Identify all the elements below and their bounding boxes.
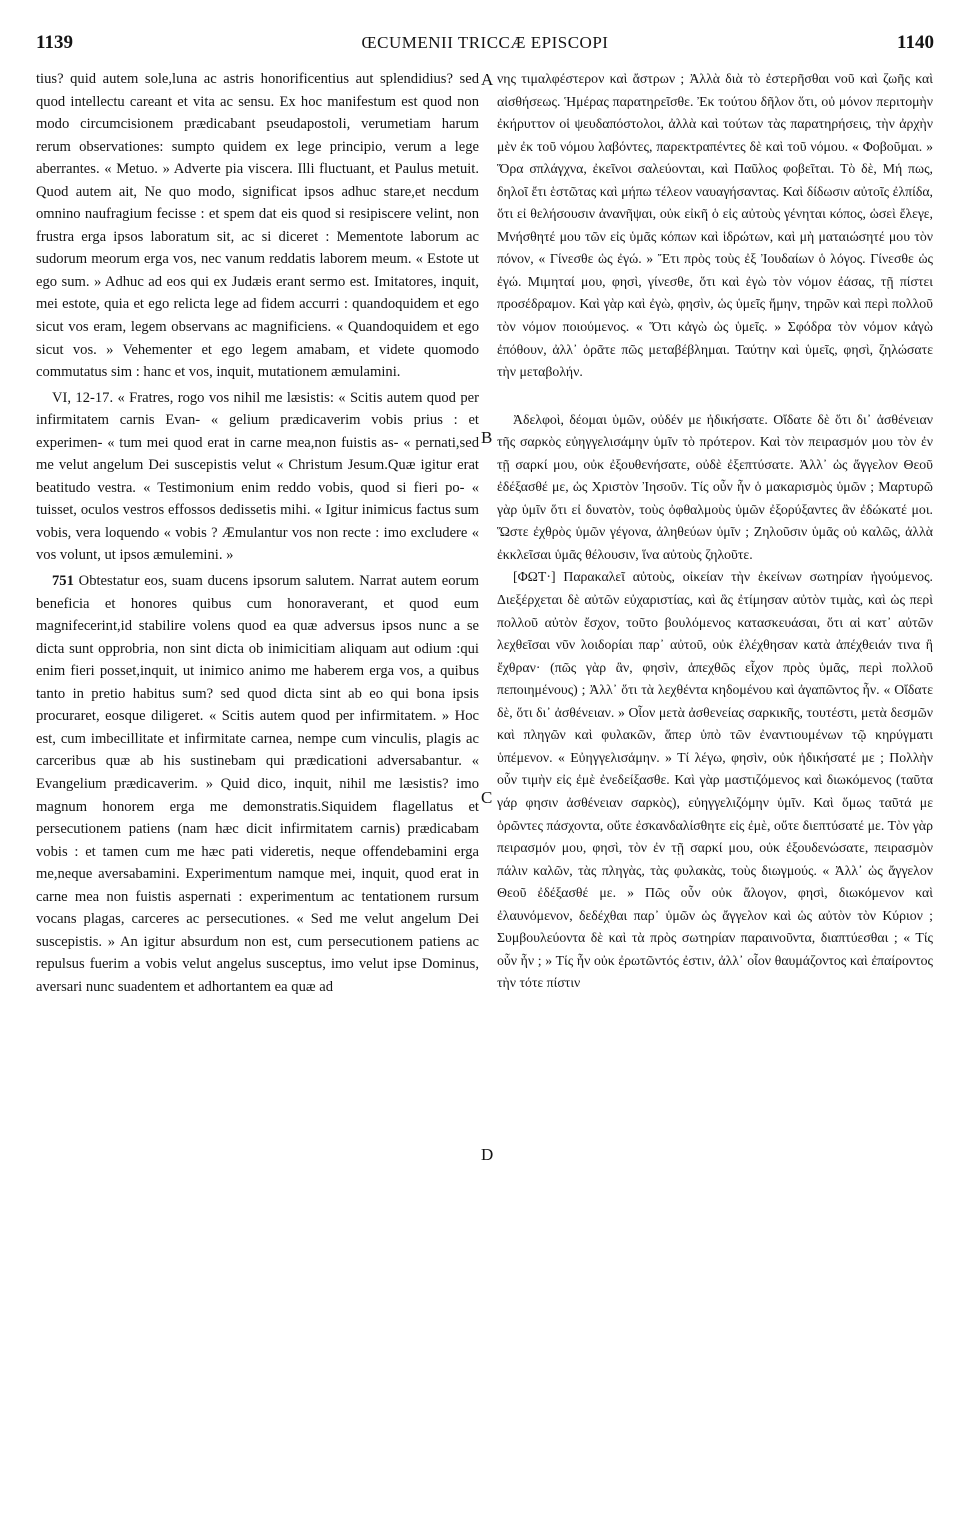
margin-letter-b: B bbox=[481, 428, 493, 447]
latin-paragraph: VI, 12-17. « Fratres, rogo vos nihil me læsistis: « Scitis autem quod per infirmitatem carnis Evan- « gelium prædicaverim vobis prius : et experimen- « tum mei quod erat in carne mea,non fuistis as- « pernati,sed me velut angelum Dei suscepistis velut « Christum Jesum.Quæ igitur erat beatitudo vestra. « Testimonium enim reddo vobis, quod si fieri po- « tuisset, oculos vestros effossos dedissetis mihi. « Igitur inimicus factus sum vobis, vera loquendo « vobis ? Æmulantur vos non recte : imo excludere « vos volunt, ut ipsos æmulemini. » bbox=[36, 389, 479, 564]
greek-paragraph: [ΦΩΤ·] Παρακαλεῖ αὐτοὺς, οἰκείαν τὴν ἐκείνων σωτηρίαν ἡγούμενος. Διεξέρχεται δὲ αὐτῶν εὐχαριστίας, καὶ ἃς ἐτίμησαν αὐτὸν τιμὰς, καὶ ὡς περὶ πολλοῦ αὐτὸν ἔσχον, τοῦτο βουλόμενος κατασκευάσαι, ὅτι αἱ κατ᾽ αὐτῶν λεχθεῖσαι νῦν λοιδορίαι παρ᾽ αὐτοῦ, οὐκ ἐλέχθησαν κατὰ ἀπέχθειάν τινα ἢ ἔχθραν· (πῶς γὰρ ἂν, φησὶν, ἀπεχθῶς εἶχον πρὸς ὑμᾶς, περὶ πολλοῦ πεποιημένους) ; Ἀλλ᾽ ὅτι τὰ λεχθέντα κηδομένου καὶ ἀγαπῶντος ἦν. « Οἴδατε δὲ, ὅτι δι᾽ ἀσθένειαν. » Οἷον μετὰ ἀσθενείας σαρκικῆς, τουτέστι, μετὰ δεσμῶν καὶ πληγῶν καὶ φυλακῶν, ἅπερ ὑπὸ τῶν ἐναντιουμένων τῷ κηρύγματι ὑπέμενον. « Εὐηγγελισάμην. » Τί λέγω, φησὶν, οὐκ ἠδικήσατέ με ; Πολλὴν οὖν τιμὴν εἰς ἐμὲ ἐνεδείξασθε. Καὶ γὰρ μαστιζόμενος καὶ διωκόμενος (ταῦτα γάρ φησιν ἀσθένειαν σαρκὸς), εὐηγγελιζόμην ὑμῖν. Καὶ ὅμως ταῦτά με ὁρῶντες πάσχοντα, οὔτε ἐσκανδαλίσθητε εἰς ἐμὲ, οὔτε διεπτύσατέ με. Τὸν γὰρ πειρασμόν μου, φησὶ, τὸν ἐν τῇ σαρκί μου, οὐκ ἐξουδενώσατε, πειρασμὸν πάλιν καλῶν, τὰς πληγὰς, τὰς φυλακὰς, τοὺς διωγμούς. « Ἀλλ᾽ ὡς ἄγγελον Θεοῦ ἐδέξασθέ με. » Πῶς οὖν οὐκ ἄλογον, φησὶ, διωκόμενον καὶ ἐλαυνόμενον, δεδέχθαι παρ᾽ ὑμῶν ὡς ἄγγελον καὶ ὡς αὐτὸν τὸν Κύριον ; Συμβουλεύοντα δὲ καὶ τὰ πρὸς σωτηρίαν παραινοῦντα, διαπτύεσθαι ; « Τίς οὖν ἦν ; » Τίς ἦν οὐκ ἐρωτῶντός ἐστιν, ἀλλ᾽ οἷον θαυμάζοντος καὶ ἐπαίροντος τὴν τότε πίστιν bbox=[497, 569, 933, 991]
page-number-left: 1139 bbox=[36, 32, 73, 53]
latin-paragraph: tius? quid autem sole,luna ac astris honorificentius aut splendidius? sed quod intellectu careant et vita ac sensu. Ex hoc manifestum est quod non modo circumcisionem prædicabant pseudapostoli, verumetiam harum rerum observationes: sumpto quidem ex lege principio, verum a lege aberrantes. « Metuo. » Adverte pia viscera. Illi fluctuant, et Paulus metuit. Quod autem ait, Ne quo modo, significat ipsos adhuc stare,et necdum omnino naufragium fecisse : et spem dat eis quod si resipiscere velint, non frustra erga ipsos laboratum sit, ac si diceret : Mementote laborum ac sudorum meorum erga vos, nec vanum reddatis laborem meum. « Estote ut ego sum. » Adhuc ad eos qui ex Judæis erant sermo est. Imitatores, inquit, mei estote, quia et ego relicta lege ad fidem accurri : quandoquidem et ego sicut vos eram, legem observans ac magnificiens. « Quandoquidem et ego sicut vos. » Vehementer et ego legem amabam, et videte quomodo commutatus sim : hanc et vos, inquit, mutationem æmulamini. bbox=[36, 71, 479, 381]
margin-letter-d: D bbox=[481, 1145, 494, 1164]
page-number-right: 1140 bbox=[897, 32, 934, 53]
greek-paragraph: νης τιμαλφέστερον καὶ ἄστρων ; Ἀλλὰ διὰ τὸ ἐστερῆσθαι νοῦ καὶ ζωῆς καὶ αἰσθήσεως. Ἡμέρας παρατηρεῖσθε. Ἐκ τούτου δῆλον ὅτι, οὐ μόνον περιτομὴν ἐκήρυττον οἱ ψευδαπόστολοι, ἀλλὰ καὶ τούτων τὰς παρατηρήσεις, τὴν ἀρχὴν μὲν ἐκ τοῦ νόμου λαβόντες, παρεκτραπέντες δὲ καὶ τοῦ νόμου. « Φοβοῦμαι. » Ὅρα σπλάγχνα, ἐκεῖνοι σαλεύονται, καὶ Παῦλος φοβεῖται. Τὸ δὲ, Μή πως, δηλοῖ ἔτι ἑστῶτας καὶ μήπω τέλεον ναυαγήσαντας. Καὶ δίδωσιν αὐτοῖς ἐλπίδα, ὅτι εἰ θελήσουσιν ἀνανῆψαι, οὐκ εἰκῆ ὁ εἰς αὐτοὺς γένηται κόπος, ὡσεὶ ἔλεγε, Μνήσθητέ μου τῶν εἰς ὑμᾶς κόπων καὶ ἱδρώτων, καὶ μὴ ματαιώσητέ μου τὸν πόνον, « Γίνεσθε ὡς ἐγώ. » Ἔτι πρὸς τοὺς ἐξ Ἰουδαίων ὁ λόγος. Γίνεσθε ὡς ἐγώ. Μιμηταί μου, φησὶ, γίνεσθε, ὅτι καὶ ἐγὼ τὸν νόμον ἐάσας, τῇ πίστει προσέδραμον. Καὶ γὰρ καὶ ἐγὼ, φησὶν, ὡς ὑμεῖς ἤμην, τηρῶν καὶ περὶ πολλοῦ τὸν νόμον ποιούμενος. « Ὅτι κἀγὼ ὡς ὑμεῖς. » Σφόδρα τὸν νόμον κἀγὼ ἐπόθουν, ἀλλ᾽ ὁρᾶτε πῶς μεταβέβλημαι. Ταύτην καὶ ὑμεῖς, φησὶ, ζηλώσατε τὴν μεταβολήν. bbox=[497, 71, 933, 380]
running-header bbox=[36, 32, 934, 62]
latin-paragraph-text: Obtestatur eos, suam ducens ipsorum salutem. Narrat autem eorum beneficia et honores quibus cum honoraverant, et quod eum magnifecerint,id stabilire volens quod ea quæ adversus ipsos nunc a se dicta sunt opprobria, non sint dicta ob inimicitiam aliquam aut odium :qui enim fieri posset,inquit, ut inimico animo me haberem erga vos, a quibus tanto in pretio habitus sum? sed quod dicta sint ab eo qui bona ipsis procuraret, eosque diligeret. « Scitis autem quod per infirmitatem. » Hoc est, cum imbecillitate et infirmitate carnea, nempe cum vinculis, plagis ac carceribus quæ ab his sustinebam qui prædicationi adversabantur. « Evangelium prædicaverim. » Quid dico, inquit, nihil me læsistis? imo magnum honorem erga me demonstratis.Siquidem flagellatus et persecutionem patiens (nam hæc dicit infirmitatem carnis) prædicabam vobis : et tamen cum me hæc pati videretis, neque offendebamini erga me,neque aversabamini. Experimentum namque mei, inquit, quod erat in carne mea non fuistis aspernati : experimentum ac tentationem rursum vocans plagas, carceres ac persecutiones. « Sed me velut angelum Dei suscepistis. » An igitur absurdum non est, cum persecutionem patiens ac repulsus fuerim a vobis velut angelus susceptus, imo velut ipse Dominus, aversari nunc suadentem et adhortantem ea quæ ad bbox=[36, 573, 479, 995]
margin-letter-a: A bbox=[481, 70, 494, 89]
latin-column bbox=[36, 68, 479, 998]
greek-paragraph: Ἀδελφοὶ, δέομαι ὑμῶν, οὐδέν με ἠδικήσατε. Οἴδατε δὲ ὅτι δι᾽ ἀσθένειαν τῆς σαρκὸς εὐηγγελισάμην ὑμῖν τὸ πρότερον. Καὶ τὸν πειρασμόν μου τὸν ἐν τῇ σαρκί μου, οὐκ ἐξουθενήσατε, οὐδὲ ἐξεπτύσατε. Ἀλλ᾽ ὡς ἄγγελον Θεοῦ ἐδέξασθέ με, ὡς Χριστὸν Ἰησοῦν. Τίς οὖν ἦν ὁ μακαρισμὸς ὑμῶν ; Μαρτυρῶ γὰρ ὑμῖν ὅτι εἰ δυνατὸν, τοὺς ὀφθαλμοὺς ὑμῶν ἐξορύξαντες ἂν ἐδώκατέ μοι. Ὥστε ἐχθρὸς ὑμῶν γέγονα, ἀληθεύων ὑμῖν ; Ζηλοῦσιν ὑμᾶς οὐ καλῶς, ἀλλὰ ἐκκλεῖσαι ὑμᾶς θέλουσιν, ἵνα αὐτοὺς ζηλοῦτε. bbox=[497, 411, 933, 562]
latin-paragraph bbox=[36, 570, 479, 998]
column-number: 751 bbox=[52, 573, 74, 590]
greek-column bbox=[497, 68, 933, 995]
margin-letter-c: C bbox=[481, 788, 493, 807]
running-title: ŒCUMENII TRICCÆ EPISCOPI bbox=[361, 33, 609, 52]
